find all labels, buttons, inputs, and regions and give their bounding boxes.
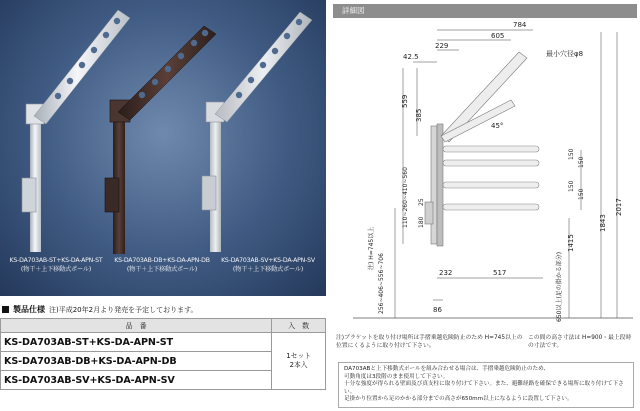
- dim-232: 232: [439, 269, 453, 277]
- caption-model: KS-DA703AB-SV+KS-DA-APN-SV: [221, 257, 315, 264]
- arm-levels: [443, 146, 539, 210]
- table-row: [1, 333, 326, 352]
- dim-42-5: 42.5: [403, 53, 419, 61]
- product-code: KS-DA703AB-DB+KS-DA-APN-DB: [1, 352, 272, 371]
- dim-605: 605: [491, 32, 505, 40]
- dim-517: 517: [493, 269, 507, 277]
- dim-784: 784: [513, 21, 527, 29]
- product-code: KS-DA703AB-ST+KS-DA-APN-ST: [1, 333, 272, 352]
- spec-table: [0, 318, 326, 390]
- dim-110-560: 110~260~410~560: [402, 167, 409, 228]
- dim-229: 229: [435, 42, 449, 50]
- qty-pieces: 2本入: [289, 361, 308, 369]
- dim-150: 150: [578, 188, 585, 200]
- caption-model: KS-DA703AB-ST+KS-DA-APN-ST: [9, 257, 103, 264]
- product-db: [105, 26, 216, 254]
- dim-385: 385: [415, 108, 423, 122]
- dim-25: 25: [418, 198, 425, 206]
- spec-release-note: 注)平成20年2月より発売を予定しております。: [49, 305, 198, 314]
- spec-title: [2, 304, 198, 315]
- dim-86: 86: [433, 306, 442, 314]
- dim-180: 180: [418, 216, 425, 228]
- product-photo: [0, 0, 326, 296]
- dim-559: 559: [401, 94, 409, 108]
- slider-block: [425, 202, 433, 224]
- install-note-line: 可動角度は3段階のまま使用して下さい。: [344, 373, 449, 380]
- install-note-line: 足掛かり位置から足のかかる部分までの高さが650mm以上になるように設置して下さい。: [344, 396, 573, 403]
- product-photo-illustration: [0, 0, 326, 256]
- dim-650: 650以上(足の掛かる部分): [556, 251, 563, 322]
- product-sv: [202, 12, 312, 252]
- square-bullet-icon: [2, 306, 9, 313]
- spec-header-row: [1, 319, 326, 333]
- qty-set: 1セット: [286, 352, 311, 360]
- dim-footnote: 注)ブラケットを取り付け場所は手摺乗越危険防止のため H=745以上の位置にくるように取り付けて下さい。: [336, 335, 523, 349]
- hole-diameter-label: 最小穴径φ8: [546, 50, 584, 58]
- caption-model: KS-DA703AB-DB+KS-DA-APN-DB: [114, 257, 210, 264]
- install-note-line: DA703ABと上下移動式ポールを組み合わせる場合は、手摺乗越危険防止のため、: [344, 366, 550, 372]
- height-note: この間の高さ寸法は H=900・最上段時の寸法です。: [528, 335, 632, 349]
- caption-sv: [214, 256, 322, 274]
- header-qty: 入 数: [272, 319, 326, 333]
- install-note-line: 十分な強度が得られる壁面及び真支柱に取り付けて下さい。また、避難経路を確保できる場所に取り付けて下さい。: [344, 381, 624, 395]
- dim-150: 150: [568, 180, 575, 192]
- dim-h-745: 注) H=745以上: [368, 226, 375, 270]
- spec-heading: 製品仕様: [13, 305, 45, 314]
- caption-st: [2, 256, 110, 274]
- caption-db: [108, 256, 216, 274]
- dim-1843: 1843: [599, 214, 607, 232]
- angle-label: 45°: [491, 122, 504, 130]
- dim-150: 150: [568, 148, 575, 160]
- detail-header: 詳細図: [333, 4, 637, 18]
- product-code: KS-DA703AB-SV+KS-DA-APN-SV: [1, 371, 272, 390]
- wall-bracket: [431, 126, 437, 244]
- dim-1415: 1415: [567, 234, 575, 252]
- dim-256-706: 256~406~556~706: [378, 253, 385, 314]
- detail-diagram: [333, 18, 637, 334]
- header-product: 品 番: [1, 319, 272, 333]
- caption-sub: (物干＋上下移動式ポール): [232, 266, 304, 273]
- caption-sub: (物干＋上下移動式ポール): [126, 266, 198, 273]
- dim-2017: 2017: [615, 198, 623, 216]
- dim-150: 150: [578, 156, 585, 168]
- caption-sub: (物干＋上下移動式ポール): [20, 266, 92, 273]
- pole: [437, 124, 443, 246]
- install-notes: [338, 362, 634, 408]
- arm-raised: [441, 52, 527, 142]
- qty-cell: [272, 333, 326, 390]
